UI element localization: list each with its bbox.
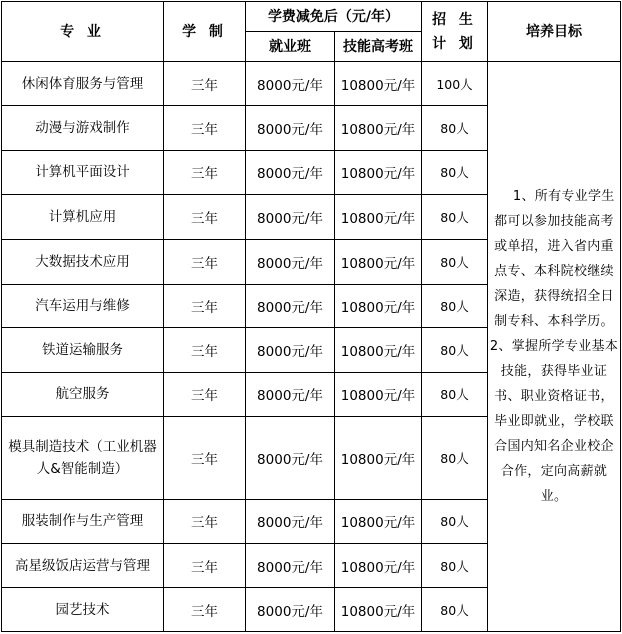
cell-fee-exam: 10800元/年 <box>335 239 422 284</box>
cell-major: 模具制造技术（工业机器人&智能制造） <box>2 417 164 500</box>
cell-fee-exam: 10800元/年 <box>335 372 422 416</box>
cell-quota: 80人 <box>422 544 488 588</box>
cell-fee-exam: 10800元/年 <box>335 150 422 194</box>
goal-cell <box>488 62 621 632</box>
cell-major: 休闲体育服务与管理 <box>2 62 164 106</box>
cell-duration: 三年 <box>164 417 246 500</box>
cell-quota: 80人 <box>422 588 488 632</box>
goal-paragraph: 2、掌握所学专业基本技能，获得毕业证书、职业资格证书，毕业即就业，学校联合国内知名企业校企合作，定向高薪就业。 <box>489 339 619 504</box>
cell-quota: 100人 <box>422 62 488 106</box>
cell-fee-exam: 10800元/年 <box>335 328 422 372</box>
cell-duration: 三年 <box>164 239 246 284</box>
cell-fee-job: 8000元/年 <box>246 195 335 239</box>
cell-fee-job: 8000元/年 <box>246 328 335 372</box>
cell-fee-job: 8000元/年 <box>246 106 335 150</box>
header-quota-line2: 计 划 <box>432 35 477 52</box>
enrollment-table <box>1 1 621 632</box>
cell-quota: 80人 <box>422 284 488 327</box>
cell-duration: 三年 <box>164 284 246 327</box>
cell-fee-exam: 10800元/年 <box>335 195 422 239</box>
header-row-1 <box>2 2 621 32</box>
cell-fee-exam: 10800元/年 <box>335 62 422 106</box>
cell-major: 航空服务 <box>2 372 164 416</box>
cell-major: 园艺技术 <box>2 588 164 632</box>
cell-quota: 80人 <box>422 499 488 543</box>
cell-fee-exam: 10800元/年 <box>335 544 422 588</box>
cell-quota: 80人 <box>422 195 488 239</box>
cell-fee-exam: 10800元/年 <box>335 284 422 327</box>
header-fee-exam: 技能高考班 <box>335 32 422 62</box>
cell-fee-exam: 10800元/年 <box>335 588 422 632</box>
cell-major: 计算机平面设计 <box>2 150 164 194</box>
cell-fee-job: 8000元/年 <box>246 417 335 500</box>
cell-duration: 三年 <box>164 588 246 632</box>
cell-fee-job: 8000元/年 <box>246 284 335 327</box>
cell-quota: 80人 <box>422 328 488 372</box>
header-fee-job: 就业班 <box>246 32 335 62</box>
cell-fee-job: 8000元/年 <box>246 588 335 632</box>
header-duration: 学 制 <box>164 2 246 62</box>
goal-paragraph: 1、所有专业学生都可以参加技能高考或单招，进入省内重点专、本科院校继续深造，获得统招全日制专科、本科学历。 <box>494 189 615 329</box>
cell-major: 高星级饭店运营与管理 <box>2 544 164 588</box>
table-row <box>2 62 621 106</box>
cell-fee-job: 8000元/年 <box>246 239 335 284</box>
cell-fee-job: 8000元/年 <box>246 499 335 543</box>
cell-major: 大数据技术应用 <box>2 239 164 284</box>
cell-fee-exam: 10800元/年 <box>335 499 422 543</box>
header-quota-line1: 招 生 <box>432 11 477 28</box>
cell-major: 铁道运输服务 <box>2 328 164 372</box>
cell-major: 服装制作与生产管理 <box>2 499 164 543</box>
cell-duration: 三年 <box>164 372 246 416</box>
cell-fee-job: 8000元/年 <box>246 62 335 106</box>
header-major: 专 业 <box>2 2 164 62</box>
header-quota <box>422 2 488 62</box>
cell-quota: 80人 <box>422 150 488 194</box>
cell-duration: 三年 <box>164 328 246 372</box>
header-goal: 培养目标 <box>488 2 621 62</box>
cell-fee-job: 8000元/年 <box>246 150 335 194</box>
cell-duration: 三年 <box>164 499 246 543</box>
cell-duration: 三年 <box>164 195 246 239</box>
cell-quota: 80人 <box>422 417 488 500</box>
cell-fee-exam: 10800元/年 <box>335 417 422 500</box>
cell-major: 汽车运用与维修 <box>2 284 164 327</box>
cell-duration: 三年 <box>164 106 246 150</box>
cell-quota: 80人 <box>422 106 488 150</box>
cell-quota: 80人 <box>422 372 488 416</box>
cell-duration: 三年 <box>164 150 246 194</box>
cell-major: 动漫与游戏制作 <box>2 106 164 150</box>
cell-major: 计算机应用 <box>2 195 164 239</box>
cell-duration: 三年 <box>164 544 246 588</box>
cell-fee-job: 8000元/年 <box>246 372 335 416</box>
header-fee-group: 学费减免后（元/年） <box>246 2 422 32</box>
cell-quota: 80人 <box>422 239 488 284</box>
cell-fee-job: 8000元/年 <box>246 544 335 588</box>
cell-fee-exam: 10800元/年 <box>335 106 422 150</box>
cell-duration: 三年 <box>164 62 246 106</box>
